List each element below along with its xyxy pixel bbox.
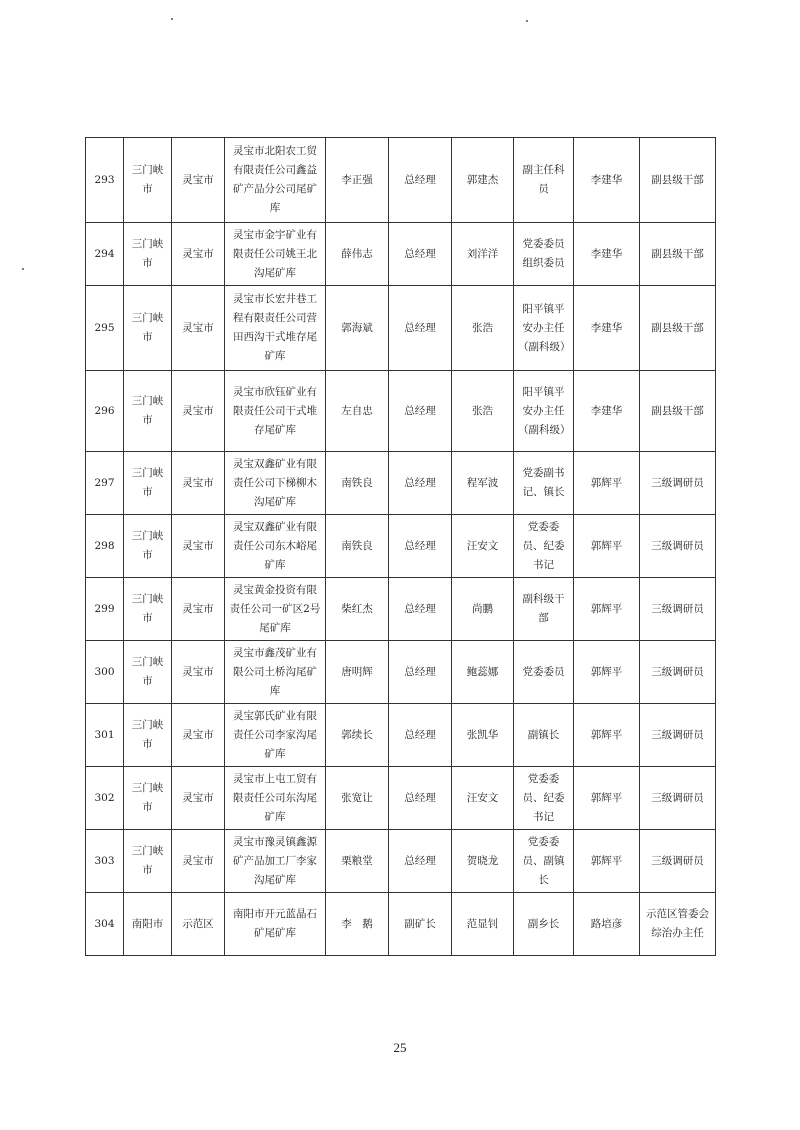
tailings-pond-name: 灵宝市金宇矿业有限责任公司姚王北沟尾矿库 [225, 223, 326, 286]
responsible-person-name: 郭海斌 [326, 286, 389, 371]
responsible-person-title: 总经理 [389, 767, 452, 830]
city-cell: 三门峡市 [124, 138, 172, 223]
county-cell: 灵宝市 [172, 223, 225, 286]
responsible-person-title: 总经理 [389, 578, 452, 641]
responsible-person-title: 总经理 [389, 641, 452, 704]
city-cell: 三门峡市 [124, 515, 172, 578]
table-row [86, 767, 716, 830]
tailings-pond-name: 灵宝市豫灵镇鑫源矿产品加工厂李家沟尾矿库 [225, 830, 326, 893]
row-number: 302 [86, 767, 124, 830]
leader-title: 副县级干部 [640, 371, 716, 452]
city-cell: 三门峡市 [124, 641, 172, 704]
leader-name: 路培彦 [574, 893, 640, 956]
supervisor-title: 党委委员 [514, 641, 574, 704]
leader-title: 三级调研员 [640, 641, 716, 704]
supervisor-title: 副主任科员 [514, 138, 574, 223]
leader-title: 三级调研员 [640, 830, 716, 893]
city-cell: 三门峡市 [124, 223, 172, 286]
tailings-pond-name: 灵宝市欣钰矿业有限责任公司干式堆存尾矿库 [225, 371, 326, 452]
city-cell: 三门峡市 [124, 578, 172, 641]
scan-speck [526, 20, 528, 22]
responsible-person-name: 薛伟志 [326, 223, 389, 286]
leader-name: 郭辉平 [574, 641, 640, 704]
responsible-person-title: 总经理 [389, 223, 452, 286]
responsible-person-title: 总经理 [389, 515, 452, 578]
leader-title: 三级调研员 [640, 515, 716, 578]
county-cell: 灵宝市 [172, 452, 225, 515]
tailings-pond-name: 灵宝双鑫矿业有限责任公司东木峪尾矿库 [225, 515, 326, 578]
tailings-pond-name: 灵宝市上屯工贸有限责任公司东沟尾矿库 [225, 767, 326, 830]
scan-speck [171, 18, 173, 20]
responsible-person-name: 李 鹅 [326, 893, 389, 956]
county-cell: 灵宝市 [172, 767, 225, 830]
supervisor-title: 党委委员、纪委书记 [514, 515, 574, 578]
responsible-person-title: 总经理 [389, 286, 452, 371]
city-cell: 三门峡市 [124, 286, 172, 371]
leader-title: 副县级干部 [640, 286, 716, 371]
table-row [86, 286, 716, 371]
supervisor-title: 阳平镇平安办主任（副科级） [514, 286, 574, 371]
row-number: 294 [86, 223, 124, 286]
supervisor-title: 党委委员组织委员 [514, 223, 574, 286]
leader-name: 郭辉平 [574, 767, 640, 830]
table-row [86, 830, 716, 893]
county-cell: 灵宝市 [172, 704, 225, 767]
responsible-person-name: 柴红杰 [326, 578, 389, 641]
supervisor-name: 贺晓龙 [452, 830, 514, 893]
supervisor-name: 郭建杰 [452, 138, 514, 223]
leader-name: 李建华 [574, 223, 640, 286]
responsible-person-title: 副矿长 [389, 893, 452, 956]
leader-name: 李建华 [574, 286, 640, 371]
county-cell: 示范区 [172, 893, 225, 956]
responsible-person-name: 南铁良 [326, 515, 389, 578]
tailings-pond-name: 灵宝市鑫茂矿业有限公司土桥沟尾矿库 [225, 641, 326, 704]
responsible-person-name: 唐明辉 [326, 641, 389, 704]
leader-title: 三级调研员 [640, 767, 716, 830]
county-cell: 灵宝市 [172, 641, 225, 704]
responsible-person-name: 栗粮堂 [326, 830, 389, 893]
supervisor-name: 张浩 [452, 371, 514, 452]
supervisor-name: 刘洋洋 [452, 223, 514, 286]
city-cell: 三门峡市 [124, 371, 172, 452]
leader-name: 李建华 [574, 371, 640, 452]
table-row [86, 515, 716, 578]
leader-title: 三级调研员 [640, 452, 716, 515]
city-cell: 南阳市 [124, 893, 172, 956]
responsible-person-name: 左自忠 [326, 371, 389, 452]
supervisor-name: 鲍蕊娜 [452, 641, 514, 704]
leader-name: 郭辉平 [574, 704, 640, 767]
supervisor-name: 程军波 [452, 452, 514, 515]
city-cell: 三门峡市 [124, 767, 172, 830]
leader-name: 李建华 [574, 138, 640, 223]
leader-name: 郭辉平 [574, 578, 640, 641]
table-row [86, 641, 716, 704]
table-row [86, 893, 716, 956]
tailings-pond-name: 灵宝黄金投资有限责任公司一矿区2号尾矿库 [225, 578, 326, 641]
supervisor-name: 汪安文 [452, 767, 514, 830]
row-number: 301 [86, 704, 124, 767]
row-number: 300 [86, 641, 124, 704]
row-number: 298 [86, 515, 124, 578]
responsible-person-name: 张宽让 [326, 767, 389, 830]
page-number: 25 [393, 1040, 407, 1055]
row-number: 295 [86, 286, 124, 371]
table-row [86, 452, 716, 515]
table-row [86, 578, 716, 641]
leader-title: 副县级干部 [640, 138, 716, 223]
county-cell: 灵宝市 [172, 830, 225, 893]
tailings-pond-name: 南阳市开元蓝晶石矿尾矿库 [225, 893, 326, 956]
county-cell: 灵宝市 [172, 371, 225, 452]
tailings-pond-name: 灵宝郭氏矿业有限责任公司李家沟尾矿库 [225, 704, 326, 767]
county-cell: 灵宝市 [172, 286, 225, 371]
responsible-person-name: 南铁良 [326, 452, 389, 515]
row-number: 297 [86, 452, 124, 515]
city-cell: 三门峡市 [124, 452, 172, 515]
leader-title: 三级调研员 [640, 704, 716, 767]
supervisor-title: 阳平镇平安办主任（副科级） [514, 371, 574, 452]
county-cell: 灵宝市 [172, 138, 225, 223]
responsible-person-name: 郭续长 [326, 704, 389, 767]
supervisor-title: 党委委员、副镇长 [514, 830, 574, 893]
responsible-person-name: 李正强 [326, 138, 389, 223]
city-cell: 三门峡市 [124, 830, 172, 893]
responsible-person-title: 总经理 [389, 704, 452, 767]
responsible-person-title: 总经理 [389, 830, 452, 893]
supervisor-name: 张凯华 [452, 704, 514, 767]
row-number: 296 [86, 371, 124, 452]
table-row [86, 704, 716, 767]
supervisor-name: 尚鹏 [452, 578, 514, 641]
supervisor-name: 范显钊 [452, 893, 514, 956]
supervisor-title: 副乡长 [514, 893, 574, 956]
supervisor-title: 副科级干部 [514, 578, 574, 641]
supervisor-name: 汪安文 [452, 515, 514, 578]
table-row [86, 138, 716, 223]
leader-title: 三级调研员 [640, 578, 716, 641]
city-cell: 三门峡市 [124, 704, 172, 767]
leader-name: 郭辉平 [574, 830, 640, 893]
county-cell: 灵宝市 [172, 515, 225, 578]
supervisor-title: 党委委员、纪委书记 [514, 767, 574, 830]
supervisor-title: 党委副书记、镇长 [514, 452, 574, 515]
row-number: 293 [86, 138, 124, 223]
responsible-person-title: 总经理 [389, 452, 452, 515]
leader-name: 郭辉平 [574, 515, 640, 578]
row-number: 303 [86, 830, 124, 893]
tailings-pond-name: 灵宝双鑫矿业有限责任公司下梯柳木沟尾矿库 [225, 452, 326, 515]
leader-title: 副县级干部 [640, 223, 716, 286]
tailings-pond-name: 灵宝市北阳农工贸有限责任公司鑫益矿产品分公司尾矿库 [225, 138, 326, 223]
county-cell: 灵宝市 [172, 578, 225, 641]
tailings-responsibility-table [85, 137, 716, 956]
row-number: 304 [86, 893, 124, 956]
scan-speck [22, 268, 24, 270]
tailings-pond-name: 灵宝市长宏井巷工程有限责任公司营田西沟干式堆存尾矿库 [225, 286, 326, 371]
row-number: 299 [86, 578, 124, 641]
table-row [86, 371, 716, 452]
leader-title: 示范区管委会综治办主任 [640, 893, 716, 956]
responsible-person-title: 总经理 [389, 371, 452, 452]
table-row [86, 223, 716, 286]
supervisor-title: 副镇长 [514, 704, 574, 767]
supervisor-name: 张浩 [452, 286, 514, 371]
leader-name: 郭辉平 [574, 452, 640, 515]
responsible-person-title: 总经理 [389, 138, 452, 223]
